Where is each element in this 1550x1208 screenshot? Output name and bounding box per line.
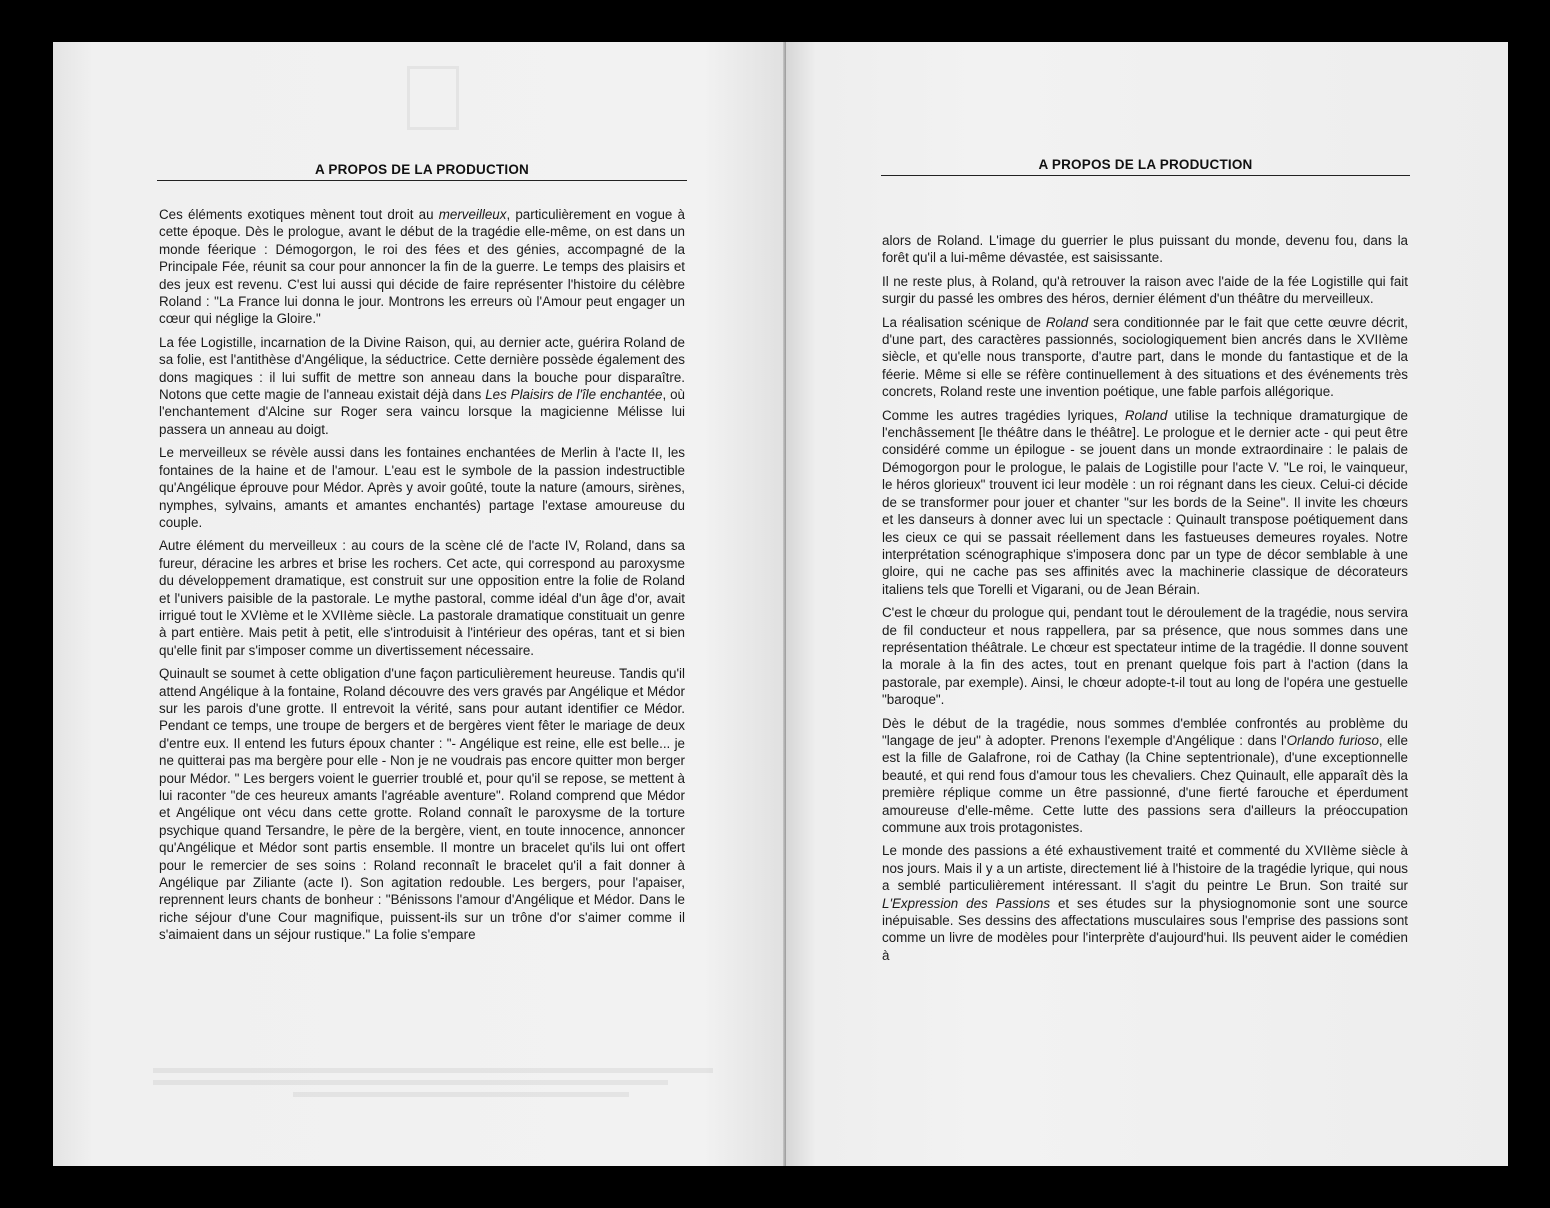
right-page-heading: A PROPOS DE LA PRODUCTION (881, 157, 1410, 176)
left-paragraph-2: La fée Logistille, incarnation de la Divine Raison, qui, au dernier acte, guérira Roland de sa folie, est l'antithèse d'Angélique, la séductrice. Cette dernière possède également des dons magiques : il lui suffit de mettre son anneau dans la bouche pour disparaître. Notons que cette magie de l'anneau existait déjà dans Les Plaisirs de l'île enchantée, où l'enchantement d'Alcine sur Roger sera vaincu lorsque la magicienne Mélisse lui passera un anneau au doigt. (159, 334, 685, 437)
left-page-text-column (159, 206, 685, 950)
show-through-footer (153, 1068, 713, 1110)
left-page-heading: A PROPOS DE LA PRODUCTION (157, 162, 687, 181)
right-paragraph-1: alors de Roland. L'image du guerrier le plus puissant du monde, devenu fou, dans la forêt qu'il a lui-même dévastée, est saisissante. (882, 233, 1408, 266)
right-paragraph-2: Il ne reste plus, à Roland, qu'à retrouver la raison avec l'aide de la fée Logistille qui fait surgir du passé les ombres des héros, dernier élément d'un théâtre du merveilleux. (882, 273, 1408, 307)
right-paragraph-6: Dès le début de la tragédie, nous sommes d'emblée confrontés au problème du "langage de jeu" à adopter. Prenons l'exemple d'Angélique : dans l'Orlando furioso, elle est la fille de Galafrone, roi de Cathay (la Chine septentrionale), d'une exceptionnelle beauté, et qui rend fous d'amour tous les chevaliers. Chez Quinault, elle apparaît dès la première réplique comme un être passionné, d'une fierté farouche et éperdument amoureuse d'elle-même. Cette lutte des passions sera d'ailleurs la préoccupation commune aux trois protagonistes. (882, 715, 1408, 835)
left-paragraph-4: Autre élément du merveilleux : au cours de la scène clé de l'acte IV, Roland, dans sa fureur, déracine les arbres et brise les rochers. Cet acte, qui correspond au paroxysme du développement dramatique, est construit sur une opposition entre la folie de Roland et l'univers paisible de la pastorale. Le mythe pastoral, comme idéal d'un âge d'or, avait irrigué tout le XVIème et le XVIIème siècle. La pastorale dramatique constituait un genre à part entière. Mais petit à petit, elle s'introduisit à l'intérieur des opéras, tant et si bien qu'elle finit par s'imposer comme un divertissement nécessaire. (159, 538, 685, 658)
right-paragraph-4: Comme les autres tragédies lyriques, Roland utilise la technique dramaturgique de l'enchâssement [le théâtre dans le théâtre]. Le prologue et le dernier acte - qui peut être considéré comme un épilogue - se jouent dans un monde extraordinaire : le palais de Démogorgon pour le prologue, le palais de Logistille pour l'acte V. "Le roi, le vainqueur, le héros glorieux" trouvent ici leur modèle : un roi régnant dans les cieux. Celui-ci décide de se transformer pour jouer et chanter "sur les bords de la Seine". Il invite les chœurs et les danseurs à donner avec lui un spectacle : Quinault transpose poétiquement dans les cieux ce qui se passait réellement dans les fastueuses demeures royales. Notre interprétation scénographique s'imposera donc par un type de décor semblable à une gloire, qui ne cache pas ses affinités avec la machinerie classique de décorateurs italiens tels que Torelli et Vigarani, ou de Jean Bérain. (882, 407, 1408, 597)
left-paragraph-3: Le merveilleux se révèle aussi dans les fontaines enchantées de Merlin à l'acte II, les fontaines de la haine et de l'amour. L'eau est le symbole de la passion indestructible qu'Angélique éprouve pour Médor. Après y avoir goûté, toute la nature (amours, sirènes, nymphes, sylvains, amants et amantes enchantés) partage l'extase amoureuse du couple. (159, 445, 685, 530)
right-page-text-column (882, 232, 1408, 970)
right-page (786, 42, 1508, 1166)
left-paragraph-5: Quinault se soumet à cette obligation d'une façon particulièrement heureuse. Tandis qu'il attend Angélique à la fontaine, Roland découvre des vers gravés par Angélique et Médor sur les parois d'une grotte. Il entrevoit la vérité, sans pour autant identifier ce Médor. Pendant ce temps, une troupe de bergers et de bergères vient fêter le mariage de deux d'entre eux. Il entend les futurs époux chanter : "- Angélique est reine, elle est belle... je ne quitterai pas ma bergère pour elle - Non je ne voudrais pas encore quitter mon berger pour Médor. " Les bergers voient le guerrier troublé et, pour qu'il se repose, se mettent à lui raconter "de ces heureux amants l'agréable aventure". Roland comprend que Médor et Angélique ont vécu dans cette grotte. Roland connaît le paroxysme de la torture psychique quand Tersandre, le père de la bergère, vient, en toute innocence, annoncer qu'Angélique et Médor sont partis ensemble. Il montre un bracelet qu'ils lui ont offert pour le remercier de ses soins : Roland reconnaît le bracelet qu'il a fait donner à Angélique par Ziliante (acte I). Son agitation redouble. Les bergers, pour l'apaiser, reprennent leurs chants de bonheur : "Bénissons l'amour d'Angélique et Médor. Dans le riche séjour d'une Cour magnifique, puissent-ils sur un trône d'or s'aimer comme il s'aimaient dans un séjour rustique." La folie s'empare (159, 666, 685, 943)
right-paragraph-3: La réalisation scénique de Roland sera conditionnée par le fait que cette œuvre décrit, d'une part, des caractères passionnés, sociologiquement bien ancrés dans le XVIIème siècle, et qu'elle nous transporte, d'autre part, dans le monde du fantastique et de la féerie. Même si elle se réfère continuellement à des situations et des événements très concrets, Roland reste une invention poétique, une fable parfois allégorique. (882, 314, 1409, 400)
left-page (53, 42, 786, 1166)
right-paragraph-7: Le monde des passions a été exhaustivement traité et commenté du XVIIème siècle à nos jours. Mais il y a un artiste, directement lié à l'histoire de la tragédie lyrique, qui nous a semblé particulièrement intéressant. Il s'agit du peintre Le Brun. Son traité sur L'Expression des Passions et ses études sur la physiognomonie sont une source inépuisable. Ses dessins des affectations musculaires sous l'emprise des passions sont comme un livre de modèles pour l'interprète d'aujourd'hui. Ils peuvent aider le comédien à (882, 843, 1408, 963)
left-paragraph-1: Ces éléments exotiques mènent tout droit au merveilleux, particulièrement en vogue à cette époque. Dès le prologue, avant le début de la tragédie elle-même, on est dans un monde féerique : Démogorgon, le roi des fées et des génies, accompagné de la Principale Fée, réunit sa cour pour annoncer la fin de la guerre. Le temps des plaisirs et des jeux est revenu. C'est lui aussi qui décide de faire représenter l'histoire du célèbre Roland : "La France lui donna le jour. Montrons les erreurs où l'Amour peut engager un cœur qui néglige la Gloire." (159, 207, 685, 327)
right-paragraph-5: C'est le chœur du prologue qui, pendant tout le déroulement de la tragédie, nous servira de fil conducteur et nous rappellera, par sa présence, que nous sommes dans une représentation théâtrale. Le chœur est spectateur intime de la tragédie. Il donne souvent la morale à la fin des actes, tout en prenant quelque fois part à l'action (dans la pastorale, par exemple). Ainsi, le chœur adopte-t-il tout au long de l'opéra une gestuelle "baroque". (882, 605, 1408, 708)
